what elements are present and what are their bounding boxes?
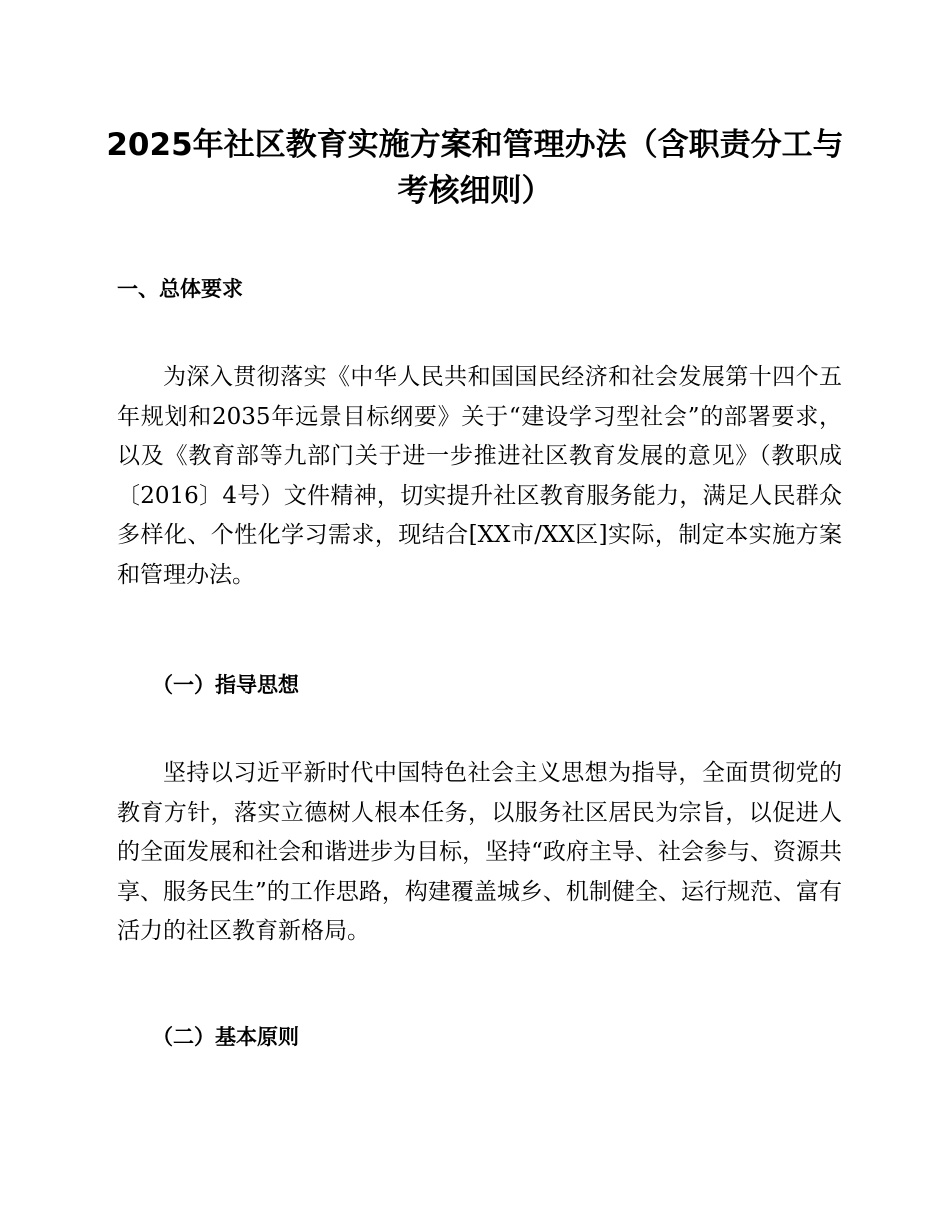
subsection-heading-guiding-ideology: （一）指导思想 <box>152 673 299 697</box>
section-paragraph-general-requirements: 为深入贯彻落实《中华人民共和国国民经济和社会发展第十四个五年规划和2035年远景目标纲要》关于“建设学习型社会”的部署要求，以及《教育部等九部门关于进一步推进社区教育发展的意见》（教职成〔2016〕4号）文件精神，切实提升社区教育服务能力，满足人民群众多样化、个性化学习需求，现结合[XX市/XX区]实际，制定本实施方案和管理办法。 <box>117 364 842 588</box>
section-heading-general-requirements: 一、总体要求 <box>117 277 243 301</box>
subsection-heading-basic-principles: （二）基本原则 <box>152 1025 299 1049</box>
document-title: 2025年社区教育实施方案和管理办法（含职责分工与考核细则） <box>106 127 844 209</box>
subsection-paragraph-guiding-ideology: 坚持以习近平新时代中国特色社会主义思想为指导，全面贯彻党的教育方针，落实立德树人根本任务，以服务社区居民为宗旨，以促进人的全面发展和社会和谐进步为目标，坚持“政府主导、社会参与、资源共享、服务民生”的工作思路，构建覆盖城乡、机制健全、运行规范、富有活力的社区教育新格局。 <box>117 760 842 944</box>
